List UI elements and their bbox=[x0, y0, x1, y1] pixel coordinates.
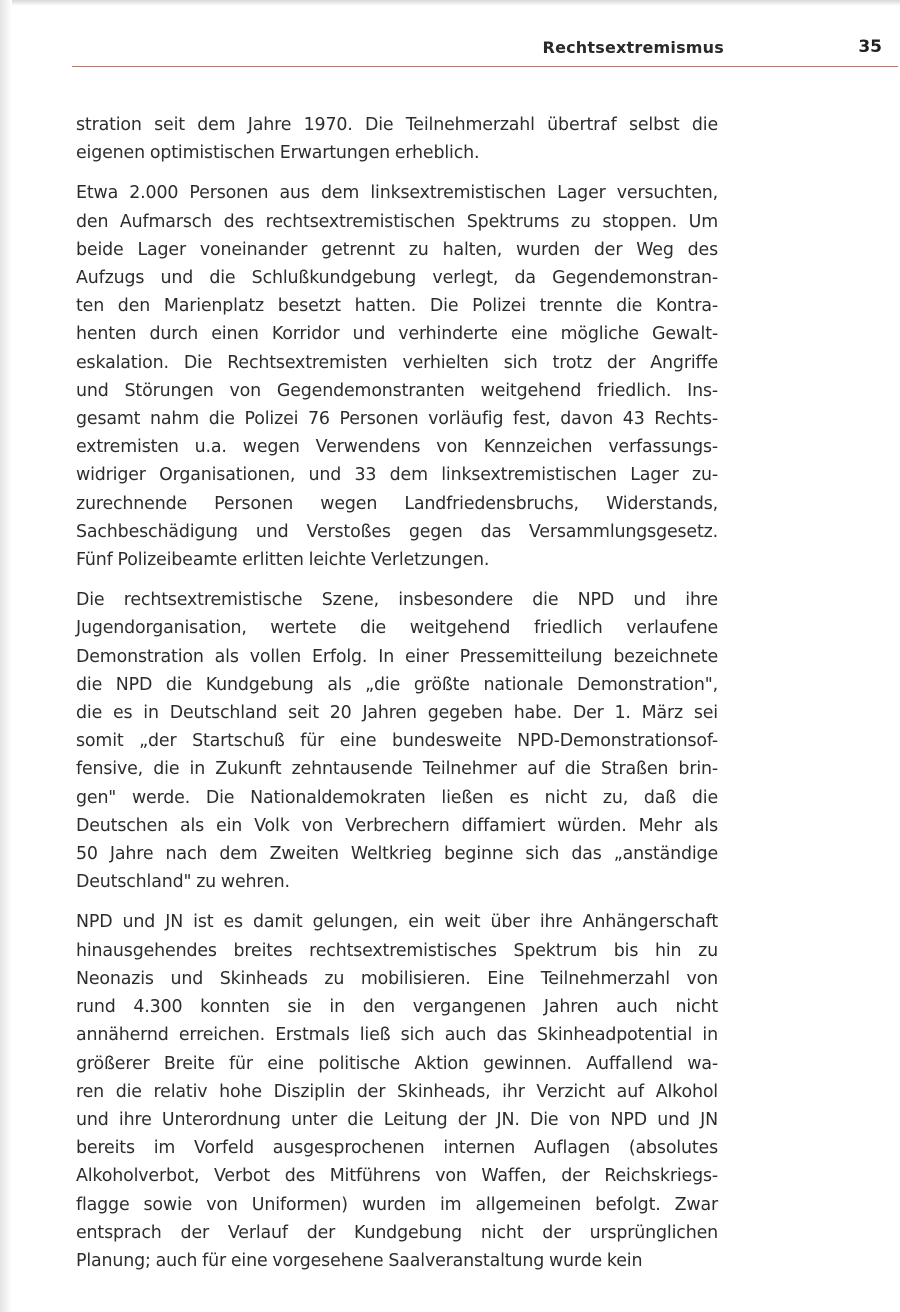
text-line: die es in Deutschland seit 20 Jahren gegeben habe. Der 1. März sei bbox=[76, 703, 718, 724]
page-top-shadow bbox=[0, 0, 900, 6]
page-binding-shadow bbox=[0, 0, 12, 1312]
text-line: somit „der Startschuß für eine bundesweite NPD-Demonstrationsof- bbox=[76, 731, 718, 752]
text-line: Etwa 2.000 Personen aus dem linksextremistischen Lager versuchten, bbox=[76, 183, 718, 204]
body-text bbox=[76, 111, 718, 1287]
text-line: Die rechtsextremistische Szene, insbesondere die NPD und ihre bbox=[76, 590, 718, 611]
text-line: Neonazis und Skinheads zu mobilisieren. Eine Teilnehmerzahl von bbox=[76, 968, 718, 989]
running-header bbox=[72, 34, 898, 66]
text-line: eskalation. Die Rechtsextremisten verhielten sich trotz der Angriffe bbox=[76, 352, 718, 373]
text-line: beide Lager voneinander getrennt zu halten, wurden der Weg des bbox=[76, 239, 718, 260]
text-line: hinausgehendes breites rechtsextremistisches Spektrum bis hin zu bbox=[76, 940, 718, 961]
text-line: Sachbeschädigung und Verstoßes gegen das Versammlungsgesetz. bbox=[76, 521, 718, 542]
text-line: die NPD die Kundgebung als „die größte nationale Demonstration", bbox=[76, 674, 718, 695]
text-line: rund 4.300 konnten sie in den vergangenen Jahren auch nicht bbox=[76, 997, 718, 1018]
text-line: und Störungen von Gegendemonstranten weitgehend friedlich. Ins- bbox=[76, 380, 718, 401]
text-line: NPD und JN ist es damit gelungen, ein weit über ihre Anhängerschaft bbox=[76, 912, 718, 933]
text-line: henten durch einen Korridor und verhinderte eine mögliche Gewalt- bbox=[76, 324, 718, 345]
text-line: bereits im Vorfeld ausgesprochenen internen Auflagen (absolutes bbox=[76, 1138, 718, 1159]
text-line: stration seit dem Jahre 1970. Die Teilnehmerzahl übertraf selbst die bbox=[76, 115, 718, 135]
text-line: 50 Jahre nach dem Zweiten Weltkrieg beginne sich das „anständige bbox=[76, 844, 718, 865]
text-line: Deutschen als ein Volk von Verbrechern diffamiert würden. Mehr als bbox=[76, 815, 718, 836]
text-line: eigenen optimistischen Erwartungen erheblich. bbox=[76, 143, 480, 164]
text-line: und ihre Unterordnung unter die Leitung der JN. Die von NPD und JN bbox=[76, 1109, 718, 1130]
text-line: zurechnende Personen wegen Landfriedensbruchs, Widerstands, bbox=[76, 493, 718, 514]
text-line: entsprach der Verlauf der Kundgebung nicht der ursprünglichen bbox=[76, 1222, 718, 1243]
text-line: ten den Marienplatz besetzt hatten. Die Polizei trennte die Kontra- bbox=[76, 296, 718, 317]
text-line: Deutschland" zu wehren. bbox=[76, 872, 290, 893]
paragraph bbox=[76, 111, 718, 167]
text-line: Planung; auch für eine vorgesehene Saalveranstaltung wurde kein bbox=[76, 1250, 643, 1271]
running-header-title: Rechtsextremismus bbox=[542, 38, 724, 57]
text-line: den Aufmarsch des rechtsextremistischen Spektrums zu stoppen. Um bbox=[76, 211, 718, 232]
text-line: widriger Organisationen, und 33 dem linksextremistischen Lager zu- bbox=[76, 465, 718, 486]
text-line: Jugendorganisation, wertete die weitgehend friedlich verlaufene bbox=[76, 618, 718, 639]
text-line: größerer Breite für eine politische Aktion gewinnen. Auffallend wa- bbox=[76, 1053, 718, 1074]
text-line: fensive, die in Zukunft zehntausende Teilnehmer auf die Straßen brin- bbox=[76, 759, 718, 780]
text-line: extremisten u.a. wegen Verwendens von Kennzeichen verfassungs- bbox=[76, 437, 718, 458]
text-line: Alkoholverbot, Verbot des Mitführens von Waffen, der Reichskriegs- bbox=[76, 1166, 718, 1187]
text-line: gen" werde. Die Nationaldemokraten ließen es nicht zu, daß die bbox=[76, 787, 718, 808]
text-line: Demonstration als vollen Erfolg. In einer Pressemitteilung bezeichnete bbox=[76, 646, 718, 667]
text-line: Fünf Polizeibeamte erlitten leichte Verletzungen. bbox=[76, 550, 490, 571]
paragraph bbox=[76, 179, 718, 574]
text-line: Aufzugs und die Schlußkundgebung verlegt, da Gegendemonstran- bbox=[76, 268, 718, 289]
paragraph bbox=[76, 908, 718, 1275]
text-line: flagge sowie von Uniformen) wurden im allgemeinen befolgt. Zwar bbox=[76, 1194, 718, 1215]
paragraph bbox=[76, 586, 718, 896]
text-line: ren die relativ hohe Disziplin der Skinheads, ihr Verzicht auf Alkohol bbox=[76, 1081, 718, 1102]
page-number: 35 bbox=[858, 37, 882, 57]
text-line: gesamt nahm die Polizei 76 Personen vorläufig fest, davon 43 Rechts- bbox=[76, 409, 718, 430]
text-line: annähernd erreichen. Erstmals ließ sich auch das Skinheadpotential in bbox=[76, 1025, 718, 1046]
header-rule bbox=[72, 66, 898, 67]
